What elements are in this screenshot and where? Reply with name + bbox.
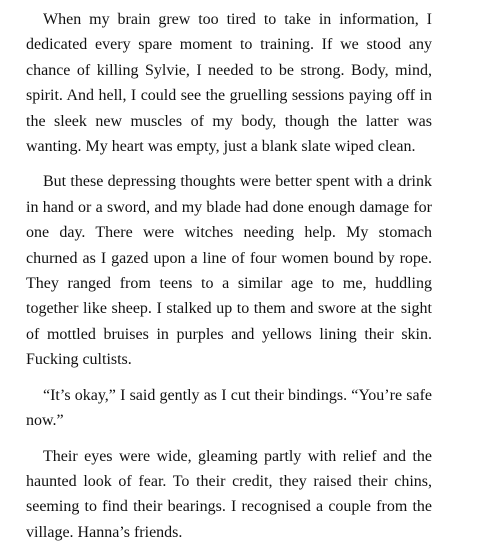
paragraph-dialogue: “It’s okay,” I said gently as I cut their bindings. “You’re safe now.” [26, 386, 432, 430]
paragraph-recognition: Their eyes were wide, gleaming partly with relief and the haunted look of fear. To their credit, they raised their chins, seeming to find their bearings. I recognised a couple from the village. Hanna’s friends. [26, 447, 432, 541]
book-page [26, 7, 432, 555]
paragraph-witches: But these depressing thoughts were better spent with a drink in hand or a sword, and my blade had done enough damage for one day. There were witches needing help. My stomach churned as I gazed upon a line of four women bound by rope. They ranged from teens to a similar age to me, huddling together like sheep. I stalked up to them and swore at the sight of mottled bruises in purples and yellows lining their skin. Fucking cultists. [26, 173, 432, 369]
paragraph-training: When my brain grew too tired to take in information, I dedicated every spare moment to training. If we stood any chance of killing Sylvie, I needed to be strong. Body, mind, spirit. And hell, I could see the gruelling sessions paying off in the sleek new muscles of my body, though the latter was wanting. My heart was empty, just a blank slate wiped clean. [26, 11, 432, 156]
